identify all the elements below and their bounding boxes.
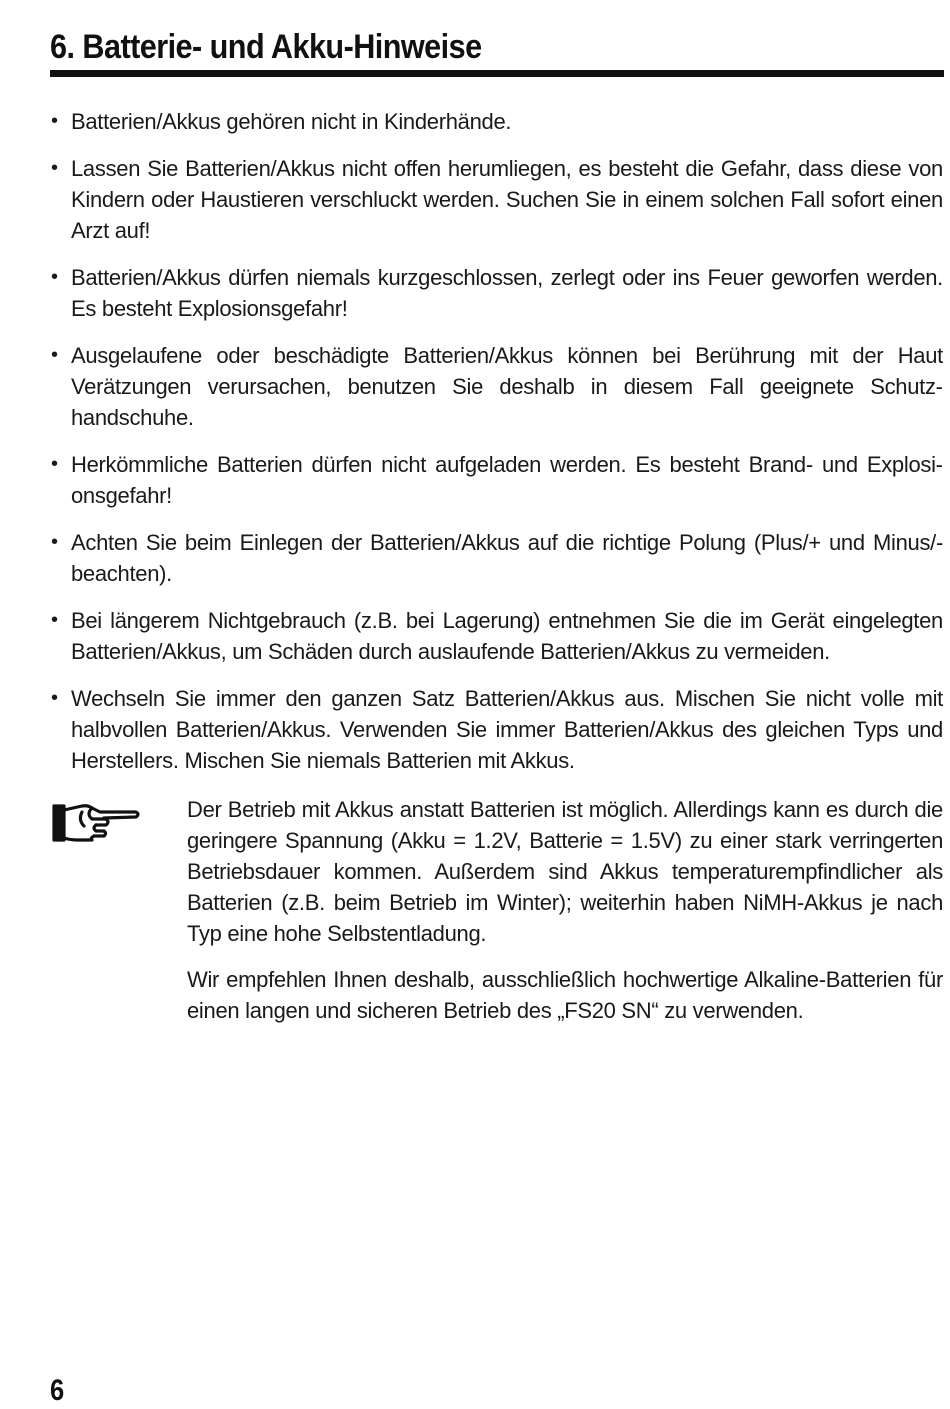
bullet-marker: • xyxy=(51,157,58,179)
bullet-text: Batterien/Akkus dürfen niemals kurzgeschlossen, zerlegt oder ins Feuer geworfen werden. Es besteht Explosionsgefahr! xyxy=(71,265,943,321)
pointing-hand-icon xyxy=(52,800,142,844)
bullet-marker: • xyxy=(51,344,58,366)
bullet-marker: • xyxy=(51,110,58,132)
bullet-item xyxy=(50,153,943,246)
bullet-item xyxy=(50,683,943,776)
heading-rule xyxy=(50,70,944,77)
safety-bullet-list xyxy=(50,106,943,792)
bullet-text: Batterien/Akkus gehören nicht in Kinderhände. xyxy=(71,109,512,134)
bullet-text: Herkömmliche Batterien dürfen nicht aufgeladen werden. Es besteht Brand- und Explosionsgefahr! xyxy=(71,452,943,508)
bullet-item xyxy=(50,340,943,433)
bullet-item xyxy=(50,262,943,324)
bullet-text: Lassen Sie Batterien/Akkus nicht offen herumliegen, es besteht die Gefahr, dass diese von Kindern oder Haustieren verschluckt werden. Suchen Sie in einem solchen Fall sofort einen Arzt auf! xyxy=(71,156,943,243)
bullet-marker: • xyxy=(51,609,58,631)
bullet-text: Achten Sie beim Einlegen der Batterien/Akkus auf die richtige Polung (Plus/+ und Minus/- beachten). xyxy=(71,530,943,586)
bullet-text: Bei längerem Nichtgebrauch (z.B. bei Lagerung) entnehmen Sie die im Gerät eingelegten Batterien/Akkus, um Schäden durch auslaufende Batterien/Akkus zu vermeiden. xyxy=(71,608,943,664)
page-number: 6 xyxy=(50,1374,65,1407)
bullet-item xyxy=(50,449,943,511)
note-text xyxy=(187,794,943,1041)
bullet-text: Ausgelaufene oder beschädigte Batterien/Akkus können bei Berührung mit der Haut Verätzungen verursachen, benutzen Sie deshalb in diesem Fall geeignete Schutzhandschuhe. xyxy=(71,343,943,430)
bullet-marker: • xyxy=(51,266,58,288)
section-heading: 6. Batterie- und Akku-Hinweise xyxy=(50,28,482,66)
bullet-marker: • xyxy=(51,531,58,553)
bullet-item xyxy=(50,527,943,589)
bullet-item xyxy=(50,106,943,137)
note-paragraph: Der Betrieb mit Akkus anstatt Batterien ist möglich. Allerdings kann es durch die geringere Spannung (Akku = 1.2V, Batterie = 1.5V) zu einer stark verringerten Betriebsdauer kommen. Außerdem sind Akkus temperaturempfindlicher als Batterien (z.B. beim Betrieb im Winter); weiterhin haben NiMH-Akkus je nach Typ eine hohe Selbstentladung. xyxy=(187,797,943,946)
bullet-item xyxy=(50,605,943,667)
bullet-marker: • xyxy=(51,453,58,475)
bullet-text: Wechseln Sie immer den ganzen Satz Batterien/Akkus aus. Mischen Sie nicht volle mit halbvollen Batterien/Akkus. Verwenden Sie immer Batterien/Akkus des gleichen Typs und Herstellers. Mischen Sie niemals Batterien mit Akkus. xyxy=(71,686,943,773)
note-paragraph: Wir empfehlen Ihnen deshalb, ausschließlich hochwertige Alkaline-Batterien für einen langen und sicheren Betrieb des „FS20 SN“ zu verwenden. xyxy=(187,967,943,1023)
bullet-marker: • xyxy=(51,687,58,709)
